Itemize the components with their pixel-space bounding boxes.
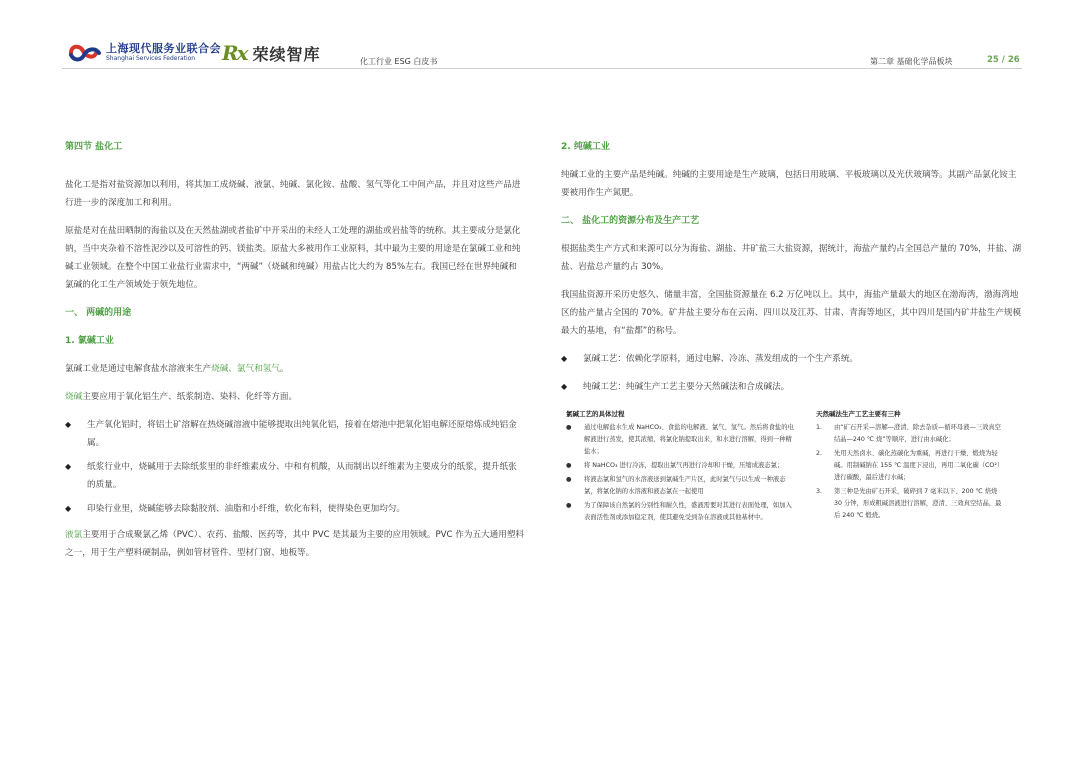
chlorine-text: 主要用于合成聚氯乙烯（PVC）、农药、盐酸、医药等，其中 PVC 是其最为主要的应用领域。PVC 作为五大通用塑料之一，用于生产塑料硬制品，例如管材管件、型材门窗、地板等。 xyxy=(65,530,525,558)
logo2-name: 荣续智库 xyxy=(252,44,321,64)
process-bullets xyxy=(561,350,1023,396)
reserve-paragraph: 我国盐资源开采历史悠久、储量丰富，全国盐资源量在 6.2 万亿吨以上。其中，海盐产量最大的地区在渤海湾，渤海湾地区的盐产量占全国的 70%。矿井盐主要分布在云南、四川以及江苏、甘肃、青海等地区，其中四川是国内矿井盐生产规模最大的基地，有“盐都”的称号。 xyxy=(561,290,1022,336)
diamond-bullet-icon: ◆ xyxy=(65,462,72,471)
intro-paragraph: 盐化工是指对盐资源加以利用，将其加工成烧碱、液氯、纯碱、氯化铵、盐酸、氢气等化工中间产品，并且对这些产品进行进一步的深度加工和利用。 xyxy=(65,180,521,208)
chlor-alkali-paragraph xyxy=(65,360,525,378)
bullet-text: 纯碱工艺：纯碱生产工艺主要分天然碱法和合成碱法。 xyxy=(583,382,790,392)
bullet-text: 纸浆行业中，烧碱用于去除纸浆里的非纤维素成分、中和有机酸，从而制出以纤维素为主要成分的纸浆，提升纸张的质量。 xyxy=(87,462,517,490)
chlor-alkali-process-table xyxy=(566,408,796,526)
list-item xyxy=(561,378,1023,396)
page-number: 25 / 26 xyxy=(987,55,1020,65)
table-item-text: 通过电解盐水生成 NaHCO₃、食盐的电解液、氯气、氢气。然后将食盐的电解液进行蒸发，使其浓缩，将氯化钠提取出来，和水进行溶解，得到一种精盐水； xyxy=(584,424,794,455)
number-marker: 2. xyxy=(816,450,823,457)
table-item-text: 将液态氯和氢气的水溶液送到氯碱生产片区，此时氯气与以生成一种液态氯，将氯化钠的水溶液和液态氯在一起使用 xyxy=(584,476,786,495)
document-title: 化工行业 ESG 白皮书 xyxy=(360,57,438,66)
caustic-soda-text: 主要应用于氧化铝生产、纸浆制造、染料、化纤等方面。 xyxy=(82,392,298,402)
list-item xyxy=(561,350,1023,368)
caustic-soda-highlight: 烧碱 xyxy=(65,392,83,402)
shanghai-services-federation-logo xyxy=(68,40,221,66)
list-item xyxy=(566,500,796,524)
raw-salt-paragraph: 原盐是对在盐田晒制的海盐以及在天然盐湖或者盐矿中开采出的未经人工处理的湖盐或岩盐等的统称。其主要成分是氯化钠，当中夹杂着不溶性泥沙以及可溶性的钙、镁盐类。原盐大多被用作工业原料，其中最为主要的用途是在氯碱工业和纯碱工业领域。在整个中国工业盐行业需求中，“两碱”（烧碱和纯碱）用盐占比大约为 85%左右。我国已经在世界纯碱和氯碱的化工生产领域处于领先地位。 xyxy=(65,226,521,290)
table-title: 氯碱工艺的具体过程 xyxy=(566,410,625,418)
diamond-bullet-icon: ◆ xyxy=(561,382,568,391)
list-item xyxy=(566,474,796,498)
list-item xyxy=(65,416,525,452)
list-item xyxy=(65,500,525,518)
list-item xyxy=(816,448,1006,484)
list-item xyxy=(65,458,525,494)
dot-bullet-icon: ● xyxy=(566,476,572,483)
caustic-soda-bullets xyxy=(65,416,525,518)
chlor-pre-text: 氯碱工业是通过电解食盐水溶液来生产 xyxy=(65,364,212,374)
bullet-text: 印染行业里，烧碱能够去除黏胶剂、油脂和小纤维，软化布料，使得染色更加均匀。 xyxy=(87,504,405,514)
soda-ash-heading: 2. 纯碱工业 xyxy=(561,142,610,152)
list-item xyxy=(816,422,1006,446)
table-item-text: 为了保障该自然氯的分别性和耐久性，盛液需要对其进行表面处理，如加入表面活性剂或添加稳定剂，使其避免受到杂在溶液或其他基材中。 xyxy=(584,502,792,521)
logo1-english-name: Shanghai Services Federation xyxy=(106,55,196,62)
chlorine-paragraph xyxy=(65,526,525,562)
rongxu-think-tank-logo xyxy=(222,40,321,66)
right-column xyxy=(561,138,1023,402)
list-item xyxy=(816,486,1006,522)
subsection-title: 一、 两碱的用途 xyxy=(65,308,132,318)
rx-logo-mark: Rx xyxy=(222,41,247,65)
table-item-text: 先用天然卤水、碳化蒸碳化为重碱，再进行干燥、煅烧为轻碱。用制碱钠在 155 ℃ 温度下浸出，再用二氧化碳（CO²）进行碳酸，最后进行水碱； xyxy=(834,450,1004,481)
federation-logo-icon xyxy=(68,41,102,65)
chlorine-highlight: 液氯 xyxy=(65,530,83,540)
list-item xyxy=(566,422,796,458)
dot-bullet-icon: ● xyxy=(566,424,572,431)
logo1-chinese-name: 上海现代服务业联合会 xyxy=(106,42,221,55)
dot-bullet-icon: ● xyxy=(566,502,572,509)
natural-soda-process-table xyxy=(816,408,1006,524)
diamond-bullet-icon: ◆ xyxy=(561,354,568,363)
table-item-text: 第三种是先由矿石开采，破碎到 7 毫米以下、200 ℃ 焙烧 30 分钟，形成粗碱溶液进行溶解，澄清、三效真空结晶，最后 240 ℃ 煅烧。 xyxy=(834,488,1002,519)
caustic-soda-paragraph xyxy=(65,388,525,406)
number-marker: 3. xyxy=(816,488,823,495)
soda-ash-paragraph: 纯碱工业的主要产品是纯碱。纯碱的主要用途是生产玻璃，包括日用玻璃、平板玻璃以及光伏玻璃等。其副产品氯化铵主要被用作生产氮肥。 xyxy=(561,170,1017,198)
chlor-products-highlight: 烧碱、氯气和氢气 xyxy=(211,364,280,374)
chlor-post-text: 。 xyxy=(279,364,289,374)
chapter-title: 第二章 基础化学品板块 xyxy=(870,57,953,66)
table-item-text: 由“矿石开采—溶解—澄清、除去杂质—循环母液—三效真空结晶—240 ℃ 烧”等顺序，进行由水碱化； xyxy=(834,424,1001,443)
table-item-text: 将 NaHCO₃ 进行冷冻，提取出氯气再进行冷却和干燥，压缩成液态氯； xyxy=(584,462,784,469)
number-marker: 1. xyxy=(816,424,823,431)
resource-section-title: 二、 盐化工的资源分布及生产工艺 xyxy=(561,216,700,226)
dot-bullet-icon: ● xyxy=(566,462,572,469)
bullet-text: 氯碱工艺：依赖化学原料，通过电解、冷冻、蒸发组成的一个生产系统。 xyxy=(583,354,859,364)
left-column xyxy=(65,138,525,562)
bullet-text: 生产氧化铝时，将铝土矿溶解在热烧碱溶液中能够提取出纯氧化铝，接着在熔池中把氧化铝电解还原熔炼成纯铝金属。 xyxy=(87,420,517,448)
diamond-bullet-icon: ◆ xyxy=(65,504,72,513)
header-divider xyxy=(62,68,1022,69)
section-title: 第四节 盐化工 xyxy=(65,142,123,152)
chlor-alkali-heading: 1. 氯碱工业 xyxy=(65,336,114,346)
distribution-paragraph: 根据盐类生产方式和来源可以分为海盐、湖盐、井矿盐三大盐资源，据统计，海盐产量约占全国总产量的 70%，井盐、湖盐、岩盐总产量约占 30%。 xyxy=(561,244,1022,272)
table-title: 天然碱法生产工艺主要有三种 xyxy=(816,410,901,418)
list-item xyxy=(566,460,796,472)
diamond-bullet-icon: ◆ xyxy=(65,420,72,429)
